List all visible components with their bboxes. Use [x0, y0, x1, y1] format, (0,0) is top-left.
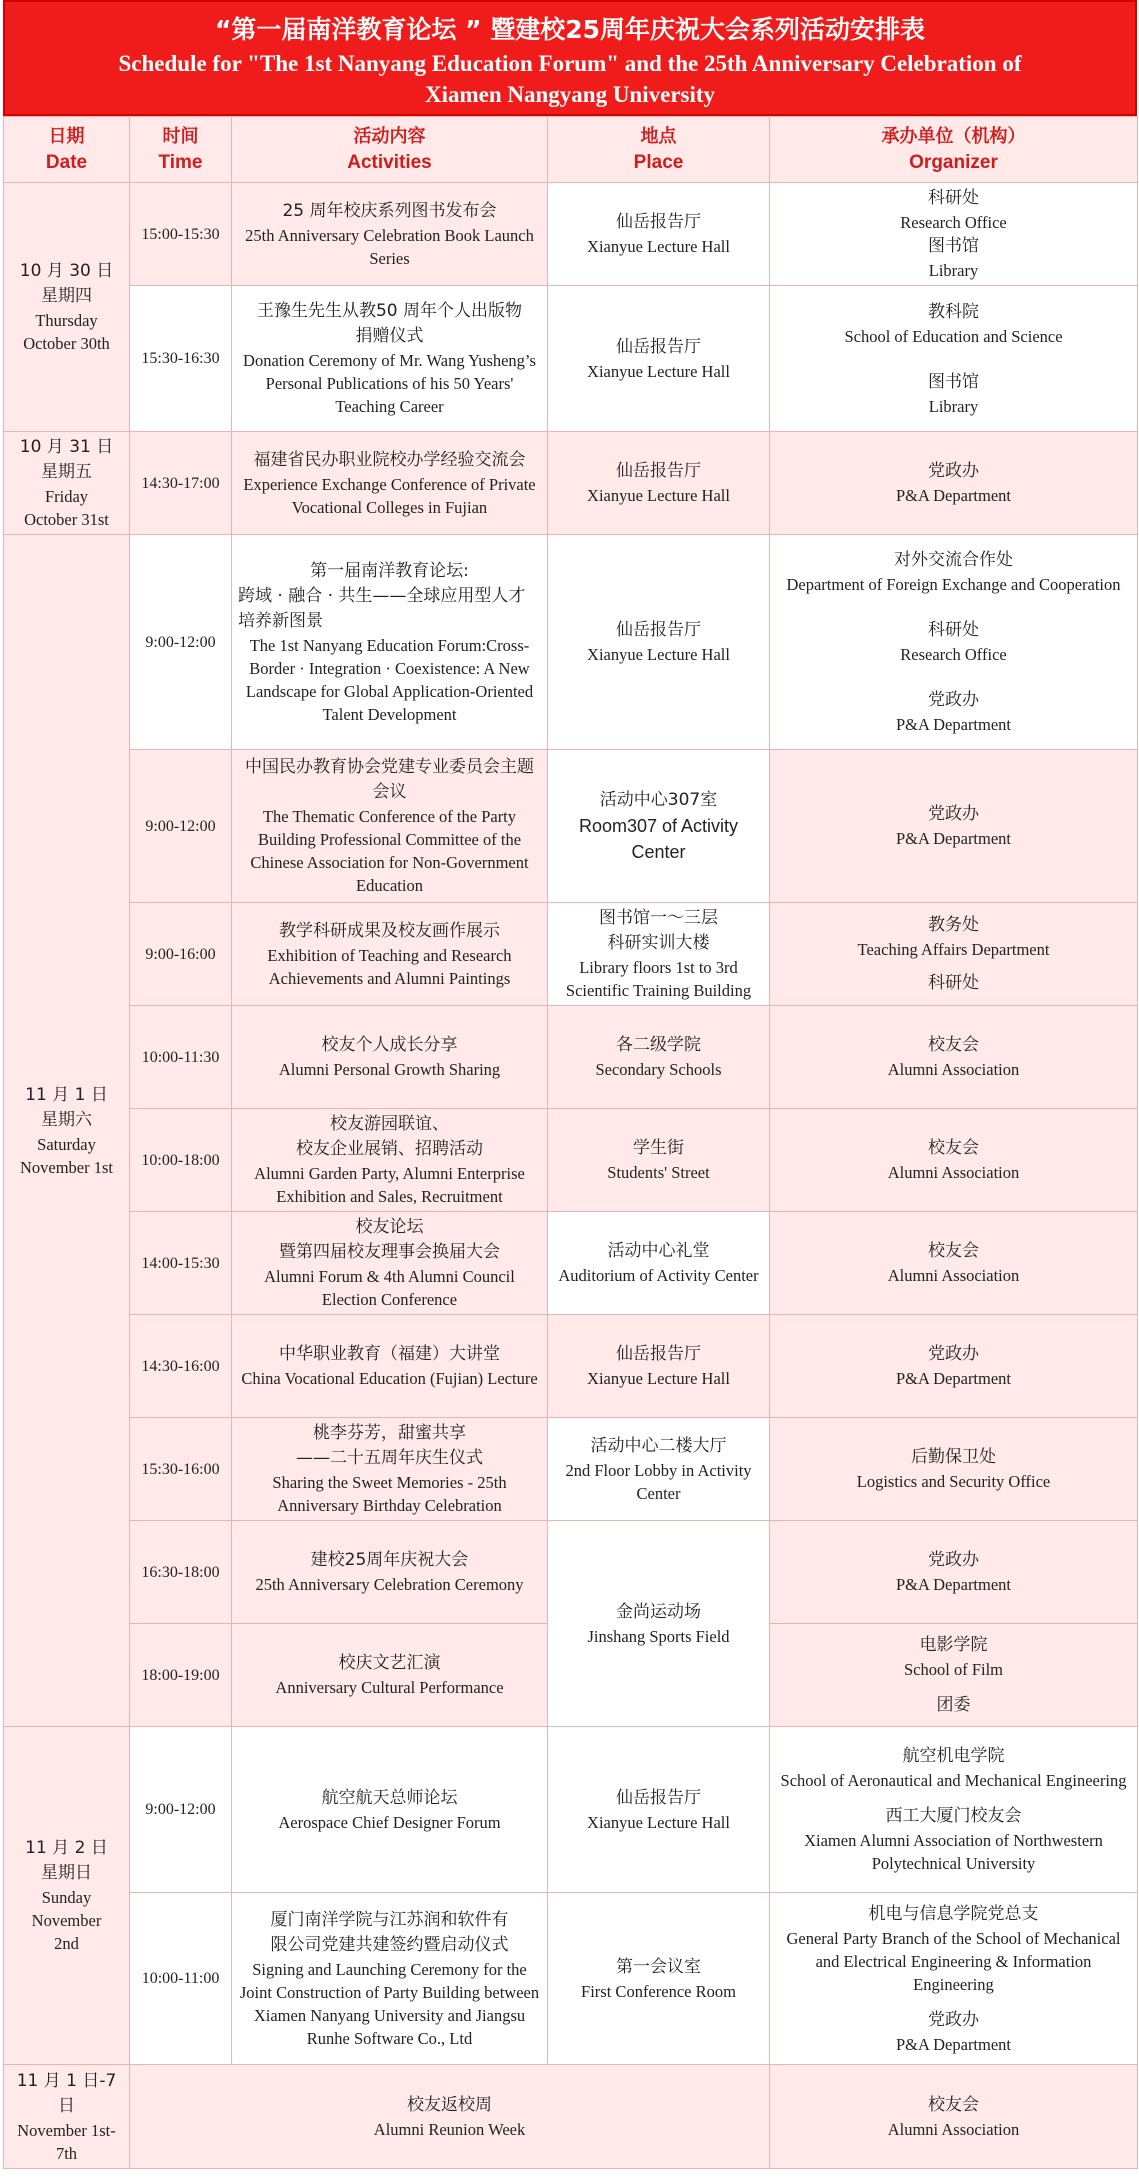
place-en: Jinshang Sports Field: [587, 1626, 730, 1646]
header-time: [130, 117, 232, 183]
activity-en: Alumni Forum & 4th Alumni Council Election Conference: [264, 1267, 515, 1309]
place-en: Xianyue Lecture Hall: [587, 1812, 730, 1832]
organizer-zh: 教科院: [928, 301, 979, 322]
activity-zh: 建校25周年庆祝大会: [310, 1550, 469, 1570]
date-zh: 10 月 31 日: [19, 437, 114, 457]
date-en: November 1st: [19, 1157, 114, 1177]
place-zh: 仙岳报告厅: [616, 620, 701, 640]
organizer-zh: 校友会: [928, 1035, 979, 1055]
place-en: Xianyue Lecture Hall: [587, 237, 730, 256]
place-zh: 图书馆一～三层: [599, 908, 718, 928]
organizer-en: P&A Department: [895, 715, 1012, 734]
organizer-cell: [770, 750, 1138, 903]
place-zh: 仙岳报告厅: [616, 461, 701, 481]
activity-zh: 限公司党建共建签约暨启动仪式: [270, 1934, 509, 1955]
time-cell: 18:00-19:00: [130, 1624, 232, 1727]
activity-cell: [232, 1727, 548, 1893]
table-row: [4, 2065, 1138, 2169]
place-en: Room307 of Activity Center: [578, 815, 739, 862]
activity-zh: 校友个人成长分享: [321, 1035, 458, 1055]
weekday-zh: 星期日: [41, 1863, 92, 1883]
place-cell: [548, 1893, 770, 2065]
date-en: October 31st: [24, 510, 109, 529]
organizer-cell: [770, 183, 1138, 286]
time-cell: 10:00-11:00: [130, 1893, 232, 2065]
organizer-en: Alumni Association: [887, 1266, 1020, 1285]
organizer-en: Teaching Affairs Department: [857, 939, 1050, 959]
organizer-zh: 校友会: [928, 2094, 979, 2115]
organizer-en: Alumni Association: [887, 1060, 1020, 1079]
organizer-zh: 科研处: [928, 620, 979, 640]
place-cell: [548, 1006, 770, 1109]
table-row: [4, 1418, 1138, 1521]
organizer-en: P&A Department: [895, 829, 1012, 848]
header-activity-en: Activities: [347, 151, 432, 173]
place-cell: [548, 183, 770, 286]
spacer: [776, 1681, 1131, 1693]
spacer: [776, 961, 1131, 971]
header-organizer: [770, 117, 1138, 183]
activity-zh: 校友游园联谊、: [330, 1114, 449, 1134]
organizer-zh: 党政办: [928, 2009, 979, 2030]
activity-cell: [232, 903, 548, 1006]
date-cell-nov1: [4, 535, 130, 1727]
organizer-cell: [770, 1521, 1138, 1624]
time-cell: 14:30-16:00: [130, 1315, 232, 1418]
time-cell: 9:00-12:00: [130, 1727, 232, 1893]
time-cell: 15:00-15:30: [130, 183, 232, 286]
organizer-zh: 科研处: [928, 188, 979, 208]
organizer-zh: 西工大厦门校友会: [885, 1806, 1022, 1826]
activity-en: Aerospace Chief Designer Forum: [278, 1812, 501, 1832]
header-time-en: Time: [158, 151, 203, 173]
organizer-zh: 党政办: [928, 1550, 979, 1570]
activity-zh: 跨域 · 融合 · 共生——全球应用型人才: [238, 585, 526, 606]
place-en: Xianyue Lecture Hall: [587, 645, 730, 664]
organizer-cell: [770, 286, 1138, 432]
organizer-en: Research Office: [900, 645, 1007, 664]
place-en: Xianyue Lecture Hall: [587, 486, 730, 505]
activity-zh: 校友论坛: [355, 1217, 424, 1237]
activity-en: Signing and Launching Ceremony for the Joint Construction of Party Building between Xiamen Nanyang University and Jiangsu Runhe Software Co., Ltd: [239, 1959, 540, 2048]
header-place-en: Place: [633, 151, 684, 173]
activity-cell: [232, 1521, 548, 1624]
organizer-zh: 航空机电学院: [902, 1746, 1005, 1766]
spacer: [776, 348, 1131, 370]
place-en: Secondary Schools: [595, 1060, 722, 1079]
organizer-zh: 党政办: [928, 690, 979, 710]
organizer-en: P&A Department: [895, 486, 1012, 505]
weekday-en: Thursday: [35, 311, 98, 330]
activity-en: 25th Anniversary Celebration Book Launch Series: [245, 225, 534, 268]
activity-zh: 25 周年校庆系列图书发布会: [282, 200, 497, 221]
place-cell: [548, 286, 770, 432]
date-zh: 10 月 30 日: [19, 261, 114, 281]
place-zh: 活动中心二楼大厅: [590, 1435, 727, 1456]
activity-zh: ——二十五周年庆生仪式: [296, 1448, 483, 1468]
time-cell: 15:30-16:30: [130, 286, 232, 432]
table-row: [4, 1006, 1138, 1109]
organizer-en: P&A Department: [895, 2034, 1012, 2054]
time-cell: 16:30-18:00: [130, 1521, 232, 1624]
organizer-zh: 后勤保卫处: [911, 1447, 996, 1467]
organizer-en: P&A Department: [895, 1369, 1012, 1388]
place-zh: 活动中心307室: [599, 789, 718, 810]
organizer-zh: 党政办: [928, 461, 979, 481]
time-cell: 14:00-15:30: [130, 1212, 232, 1315]
activity-cell: [232, 1315, 548, 1418]
weekday-en: Sunday: [41, 1888, 92, 1907]
organizer-zh: 团委: [936, 1694, 971, 1715]
organizer-zh: 教务处: [928, 914, 979, 935]
activity-en: Alumni Garden Party, Alumni Enterprise Exhibition and Sales, Recruitment: [254, 1164, 525, 1206]
activity-zh: 暨第四届校友理事会换届大会: [279, 1242, 500, 1262]
time-cell: 9:00-16:00: [130, 903, 232, 1006]
activity-zh: 厦门南洋学院与江苏润和软件有: [270, 1909, 509, 1930]
organizer-zh: 科研处: [928, 972, 979, 993]
header-row: [4, 117, 1138, 183]
activity-cell: [130, 2065, 770, 2169]
activity-cell: [232, 432, 548, 535]
time-cell: 9:00-12:00: [130, 750, 232, 903]
title-en-line2: Xiamen Nangyang University: [424, 82, 716, 107]
activity-en: The 1st Nanyang Education Forum:Cross-Border · Integration · Coexistence: A New Landscape for Global Application-Oriented Talent Development: [245, 635, 534, 724]
place-zh: 科研实训大楼: [607, 933, 710, 953]
organizer-cell: [770, 1315, 1138, 1418]
organizer-cell: [770, 903, 1138, 1006]
place-en: 2nd Floor Lobby in Activity Center: [565, 1460, 752, 1503]
organizer-zh: 图书馆: [928, 236, 979, 256]
organizer-en: School of Film: [903, 1659, 1003, 1679]
date-en: 7th: [55, 2143, 78, 2163]
activity-en: Anniversary Cultural Performance: [275, 1678, 504, 1697]
weekday-en: Saturday: [37, 1134, 96, 1154]
table-row: [4, 1893, 1138, 2065]
activity-cell: [232, 1624, 548, 1727]
organizer-en: General Party Branch of the School of Mechanical and Electrical Engineering & Information Engineering: [786, 1928, 1121, 1994]
date-en: October 30th: [23, 334, 110, 353]
place-zh: 各二级学院: [616, 1035, 701, 1055]
place-en: Xianyue Lecture Hall: [587, 1369, 730, 1388]
organizer-cell: [770, 1893, 1138, 2065]
organizer-zh: 党政办: [928, 1344, 979, 1364]
organizer-cell: [770, 1727, 1138, 1893]
activity-zh: 校庆文艺汇演: [338, 1653, 441, 1673]
place-en: Students' Street: [607, 1163, 710, 1182]
place-zh: 学生街: [633, 1138, 684, 1158]
date-zh: 11 月 1 日-7 日: [16, 2070, 117, 2116]
activity-zh: 福建省民办职业院校办学经验交流会: [253, 449, 526, 470]
place-en: Xianyue Lecture Hall: [587, 361, 730, 381]
place-cell: [548, 903, 770, 1006]
place-zh: 仙岳报告厅: [616, 212, 701, 232]
header-activity-zh: 活动内容: [353, 125, 426, 147]
activity-zh: 王豫生先生从教50 周年个人出版物: [256, 301, 523, 321]
header-organizer-en: Organizer: [909, 151, 998, 173]
header-place-zh: 地点: [640, 125, 677, 147]
activity-cell: [232, 183, 548, 286]
activity-en: China Vocational Education (Fujian) Lecture: [241, 1369, 538, 1388]
date-en: November 1st-: [17, 2120, 116, 2140]
date-zh: 11 月 1 日: [25, 1084, 108, 1105]
activity-zh: 航空航天总师论坛: [321, 1787, 458, 1808]
organizer-en: School of Aeronautical and Mechanical Engineering: [780, 1771, 1127, 1790]
organizer-cell: [770, 535, 1138, 750]
activity-cell: [232, 1109, 548, 1212]
time-cell: 15:30-16:00: [130, 1418, 232, 1521]
place-cell: [548, 1418, 770, 1521]
activity-zh: 中国民办教育协会党建专业委员会主题: [245, 757, 534, 777]
place-cell: [548, 1521, 770, 1727]
schedule-table: [3, 116, 1138, 2169]
spacer: [776, 666, 1131, 688]
time-cell: 10:00-11:30: [130, 1006, 232, 1109]
weekday-zh: 星期四: [41, 286, 92, 306]
place-cell: [548, 1212, 770, 1315]
place-cell: [548, 750, 770, 903]
activity-en: 25th Anniversary Celebration Ceremony: [255, 1575, 524, 1594]
title-banner: [3, 0, 1137, 116]
date-cell-oct30: [4, 183, 130, 432]
schedule-document: [3, 0, 1137, 2169]
activity-zh: 教学科研成果及校友画作展示: [279, 920, 500, 941]
activity-zh: 捐赠仪式: [355, 326, 424, 346]
weekday-zh: 星期六: [41, 1109, 92, 1130]
activity-zh: 桃李芬芳，甜蜜共享: [313, 1423, 466, 1443]
date-cell-oct31: [4, 432, 130, 535]
organizer-zh: 对外交流合作处: [894, 550, 1013, 570]
activity-en: Donation Ceremony of Mr. Wang Yusheng’s Personal Publications of his 50 Years' Teaching Career: [243, 351, 536, 416]
place-cell: [548, 1727, 770, 1893]
place-cell: [548, 432, 770, 535]
spacer: [776, 1996, 1131, 2008]
place-en: First Conference Room: [581, 1981, 736, 2001]
place-en: Auditorium of Activity Center: [558, 1266, 759, 1285]
table-row: [4, 432, 1138, 535]
organizer-cell: [770, 1212, 1138, 1315]
activity-en: Sharing the Sweet Memories - 25th Anniversary Birthday Celebration: [272, 1473, 507, 1515]
table-row: [4, 1315, 1138, 1418]
organizer-cell: [770, 1109, 1138, 1212]
activity-en: Alumni Personal Growth Sharing: [278, 1060, 501, 1079]
activity-zh: 培养新图景: [238, 610, 323, 631]
header-time-zh: 时间: [162, 125, 199, 147]
date-en: 2nd: [54, 1934, 79, 1953]
place-zh: 活动中心礼堂: [607, 1241, 710, 1261]
organizer-cell: [770, 1006, 1138, 1109]
date-cell-week: [4, 2065, 130, 2169]
place-zh: 仙岳报告厅: [616, 1787, 701, 1808]
organizer-en: Alumni Association: [887, 2119, 1020, 2139]
weekday-zh: 星期五: [41, 462, 92, 482]
weekday-en: Friday: [44, 487, 89, 506]
date-cell-nov2: [4, 1727, 130, 2065]
place-cell: [548, 535, 770, 750]
table-row: [4, 1727, 1138, 1893]
organizer-en: School of Education and Science: [844, 326, 1063, 346]
activity-zh: 校友企业展销、招聘活动: [296, 1139, 483, 1159]
table-row: [4, 183, 1138, 286]
activity-zh: 第一届南洋教育论坛:: [310, 560, 469, 581]
spacer: [776, 1792, 1131, 1804]
activity-cell: [232, 1418, 548, 1521]
organizer-en: Library: [928, 261, 979, 280]
activity-cell: [232, 1893, 548, 2065]
organizer-en: P&A Department: [895, 1575, 1012, 1594]
organizer-zh: 党政办: [928, 804, 979, 824]
table-row: [4, 286, 1138, 432]
header-organizer-zh: 承办单位（机构）: [881, 125, 1026, 147]
place-en: Library floors 1st to 3rd Scientific Training Building: [565, 958, 752, 1000]
organizer-en: Xiamen Alumni Association of Northwestern Polytechnical University: [804, 1831, 1103, 1873]
activity-en: The Thematic Conference of the Party Building Professional Committee of the Chinese Association for Non-Government Education: [250, 807, 529, 895]
activity-zh: 中华职业教育（福建）大讲堂: [279, 1344, 500, 1364]
place-zh: 仙岳报告厅: [616, 336, 701, 357]
title-en-line1: Schedule for "The 1st Nanyang Education Forum" and the 25th Anniversary Celebration of: [118, 51, 1022, 76]
organizer-cell: [770, 2065, 1138, 2169]
date-zh: 11 月 2 日: [25, 1838, 108, 1858]
organizer-en: Logistics and Security Office: [856, 1472, 1051, 1491]
activity-cell: [232, 535, 548, 750]
activity-zh: 会议: [372, 782, 407, 802]
time-cell: 9:00-12:00: [130, 535, 232, 750]
header-place: [548, 117, 770, 183]
table-row: [4, 1212, 1138, 1315]
organizer-zh: 机电与信息学院党总支: [868, 1903, 1039, 1924]
table-row: [4, 903, 1138, 1006]
organizer-cell: [770, 432, 1138, 535]
organizer-en: Library: [928, 396, 979, 416]
header-activity: [232, 117, 548, 183]
activity-cell: [232, 286, 548, 432]
place-zh: 金尚运动场: [616, 1601, 701, 1622]
table-row: [4, 750, 1138, 903]
title-zh: “第一届南洋教育论坛 ” 暨建校25周年庆祝大会系列活动安排表: [214, 15, 926, 44]
table-row: [4, 1521, 1138, 1624]
organizer-zh: 校友会: [928, 1241, 979, 1261]
organizer-zh: 电影学院: [919, 1634, 988, 1655]
table-row: [4, 1109, 1138, 1212]
place-zh: 仙岳报告厅: [616, 1344, 701, 1364]
place-cell: [548, 1315, 770, 1418]
organizer-zh: 图书馆: [928, 371, 979, 392]
activity-cell: [232, 1006, 548, 1109]
organizer-cell: [770, 1624, 1138, 1727]
activity-cell: [232, 750, 548, 903]
organizer-en: Research Office: [900, 213, 1007, 232]
time-cell: 14:30-17:00: [130, 432, 232, 535]
activity-zh: 校友返校周: [407, 2094, 492, 2115]
activity-en: Alumni Reunion Week: [373, 2119, 526, 2139]
organizer-en: Alumni Association: [887, 1163, 1020, 1182]
activity-cell: [232, 1212, 548, 1315]
date-en: November: [31, 1911, 102, 1930]
place-cell: [548, 1109, 770, 1212]
activity-en: Experience Exchange Conference of Private Vocational Colleges in Fujian: [243, 474, 536, 517]
organizer-zh: 校友会: [928, 1138, 979, 1158]
header-date-zh: 日期: [48, 125, 85, 147]
organizer-cell: [770, 1418, 1138, 1521]
place-zh: 第一会议室: [616, 1956, 701, 1977]
organizer-en: Department of Foreign Exchange and Cooperation: [786, 575, 1121, 594]
header-date: [4, 117, 130, 183]
activity-en: Exhibition of Teaching and Research Achievements and Alumni Paintings: [267, 945, 512, 988]
header-date-en: Date: [45, 151, 88, 173]
spacer: [776, 596, 1131, 618]
table-row: [4, 535, 1138, 750]
time-cell: 10:00-18:00: [130, 1109, 232, 1212]
